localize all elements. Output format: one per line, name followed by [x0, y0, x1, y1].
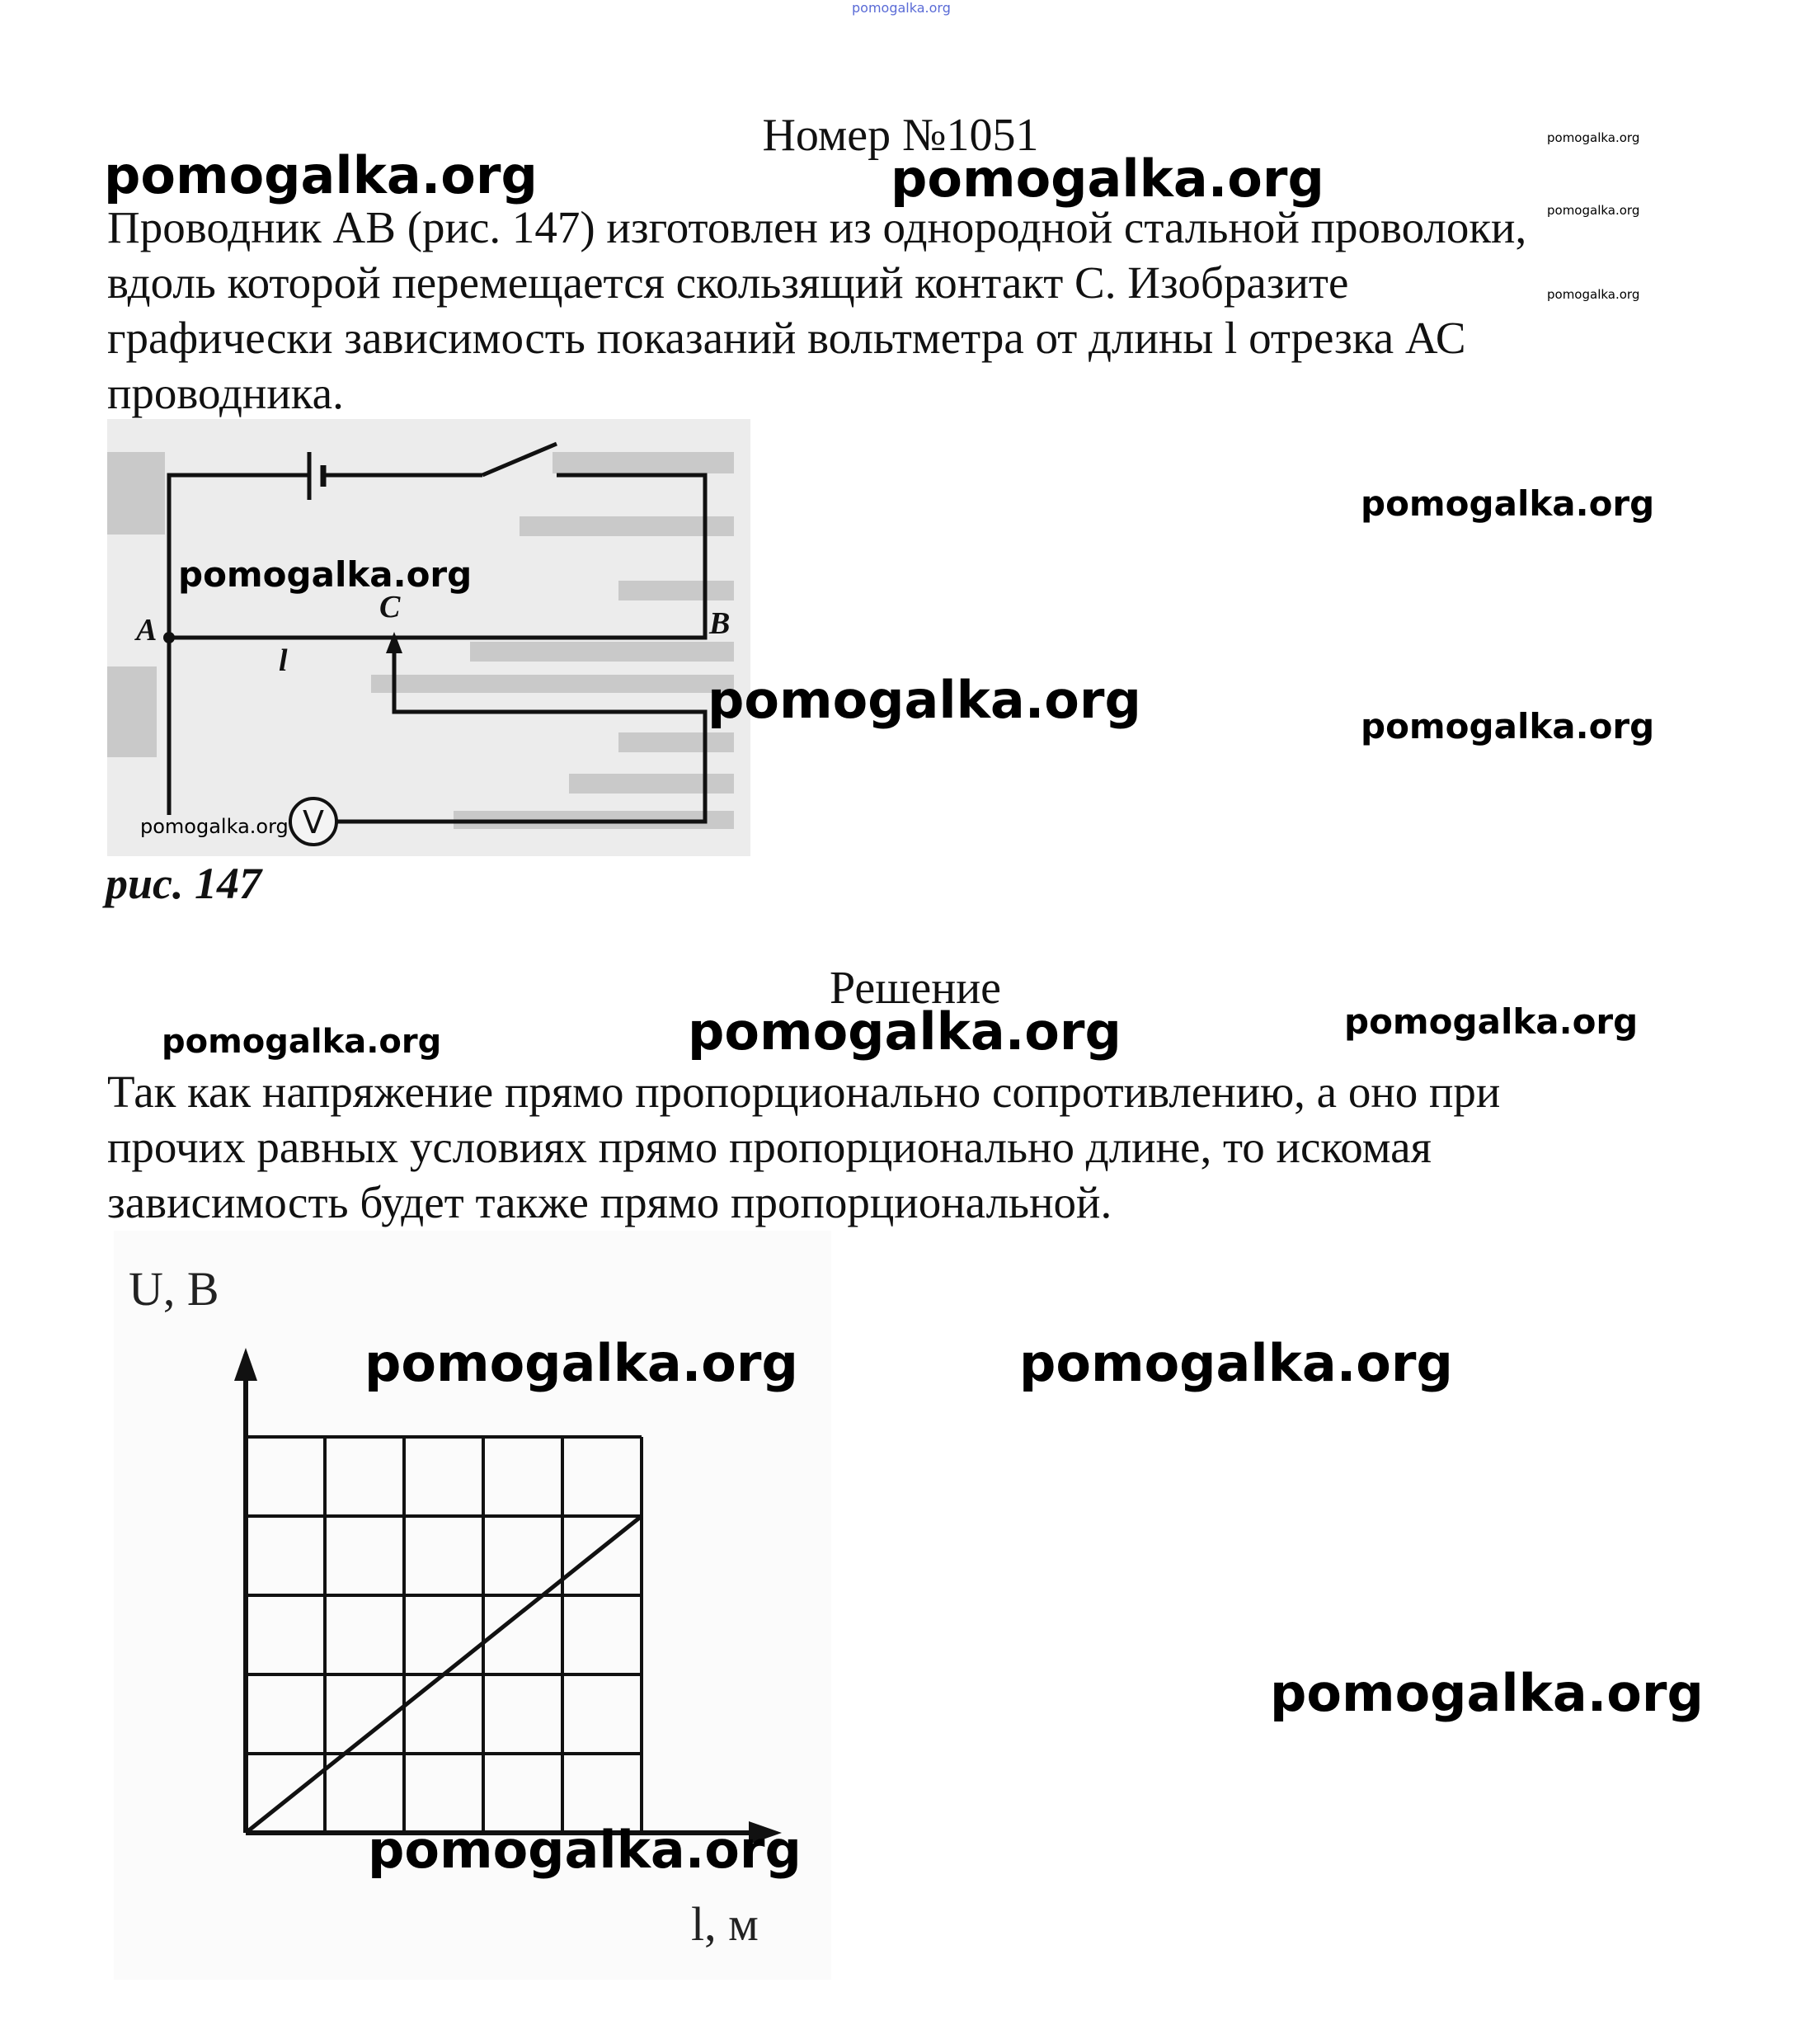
label-a: A — [136, 613, 158, 648]
watermark: pomogalka.org — [364, 1333, 798, 1393]
watermark: pomogalka.org — [368, 1820, 802, 1880]
watermark: pomogalka.org — [140, 815, 289, 838]
solution-line: прочих равных условиях прямо пропорционально длине, то искомая — [107, 1122, 1432, 1172]
solution-heading: Решение — [829, 963, 1002, 1014]
watermark: pomogalka.org — [708, 670, 1141, 730]
y-axis-label: U, В — [129, 1262, 219, 1316]
solution-text — [107, 1064, 1798, 1230]
voltmeter-label: V — [303, 804, 324, 841]
problem-line: Проводник АВ (рис. 147) изготовлен из однородной стальной проволоки, — [107, 202, 1527, 252]
watermark: pomogalka.org — [1547, 287, 1640, 302]
solution-line: зависимость будет также прямо пропорциональной. — [107, 1177, 1112, 1227]
x-axis-label: l, м — [691, 1897, 759, 1951]
node-a — [163, 632, 175, 643]
circuit-diagram — [107, 419, 750, 856]
watermark: pomogalka.org — [1361, 483, 1655, 524]
problem-text — [107, 200, 1798, 421]
label-c: C — [379, 590, 401, 624]
watermark: pomogalka.org — [104, 145, 538, 205]
label-l: l — [279, 643, 288, 678]
watermark: pomogalka.org — [1547, 203, 1640, 218]
page-title: Номер №1051 — [762, 110, 1039, 161]
problem-line: вдоль которой перемещается скользящий контакт С. Изобразите — [107, 257, 1349, 308]
watermark: pomogalka.org — [891, 148, 1324, 209]
watermark: pomogalka.org — [1361, 706, 1655, 746]
watermark: pomogalka.org — [162, 1023, 442, 1061]
problem-line: проводника. — [107, 368, 344, 418]
watermark: pomogalka.org — [1547, 130, 1640, 145]
header-watermark: pomogalka.org — [852, 0, 951, 16]
solution-line: Так как напряжение прямо пропорционально сопротивлению, а оно при — [107, 1067, 1501, 1117]
watermark: pomogalka.org — [688, 1001, 1122, 1062]
label-b: B — [709, 606, 731, 641]
watermark: pomogalka.org — [1270, 1663, 1704, 1723]
figure-caption: рис. 147 — [106, 859, 261, 908]
watermark: pomogalka.org — [1344, 1001, 1639, 1042]
watermark: pomogalka.org — [178, 554, 473, 595]
watermark: pomogalka.org — [1019, 1333, 1453, 1393]
problem-line: графически зависимость показаний вольтметра от длины l отрезка АС — [107, 313, 1466, 363]
